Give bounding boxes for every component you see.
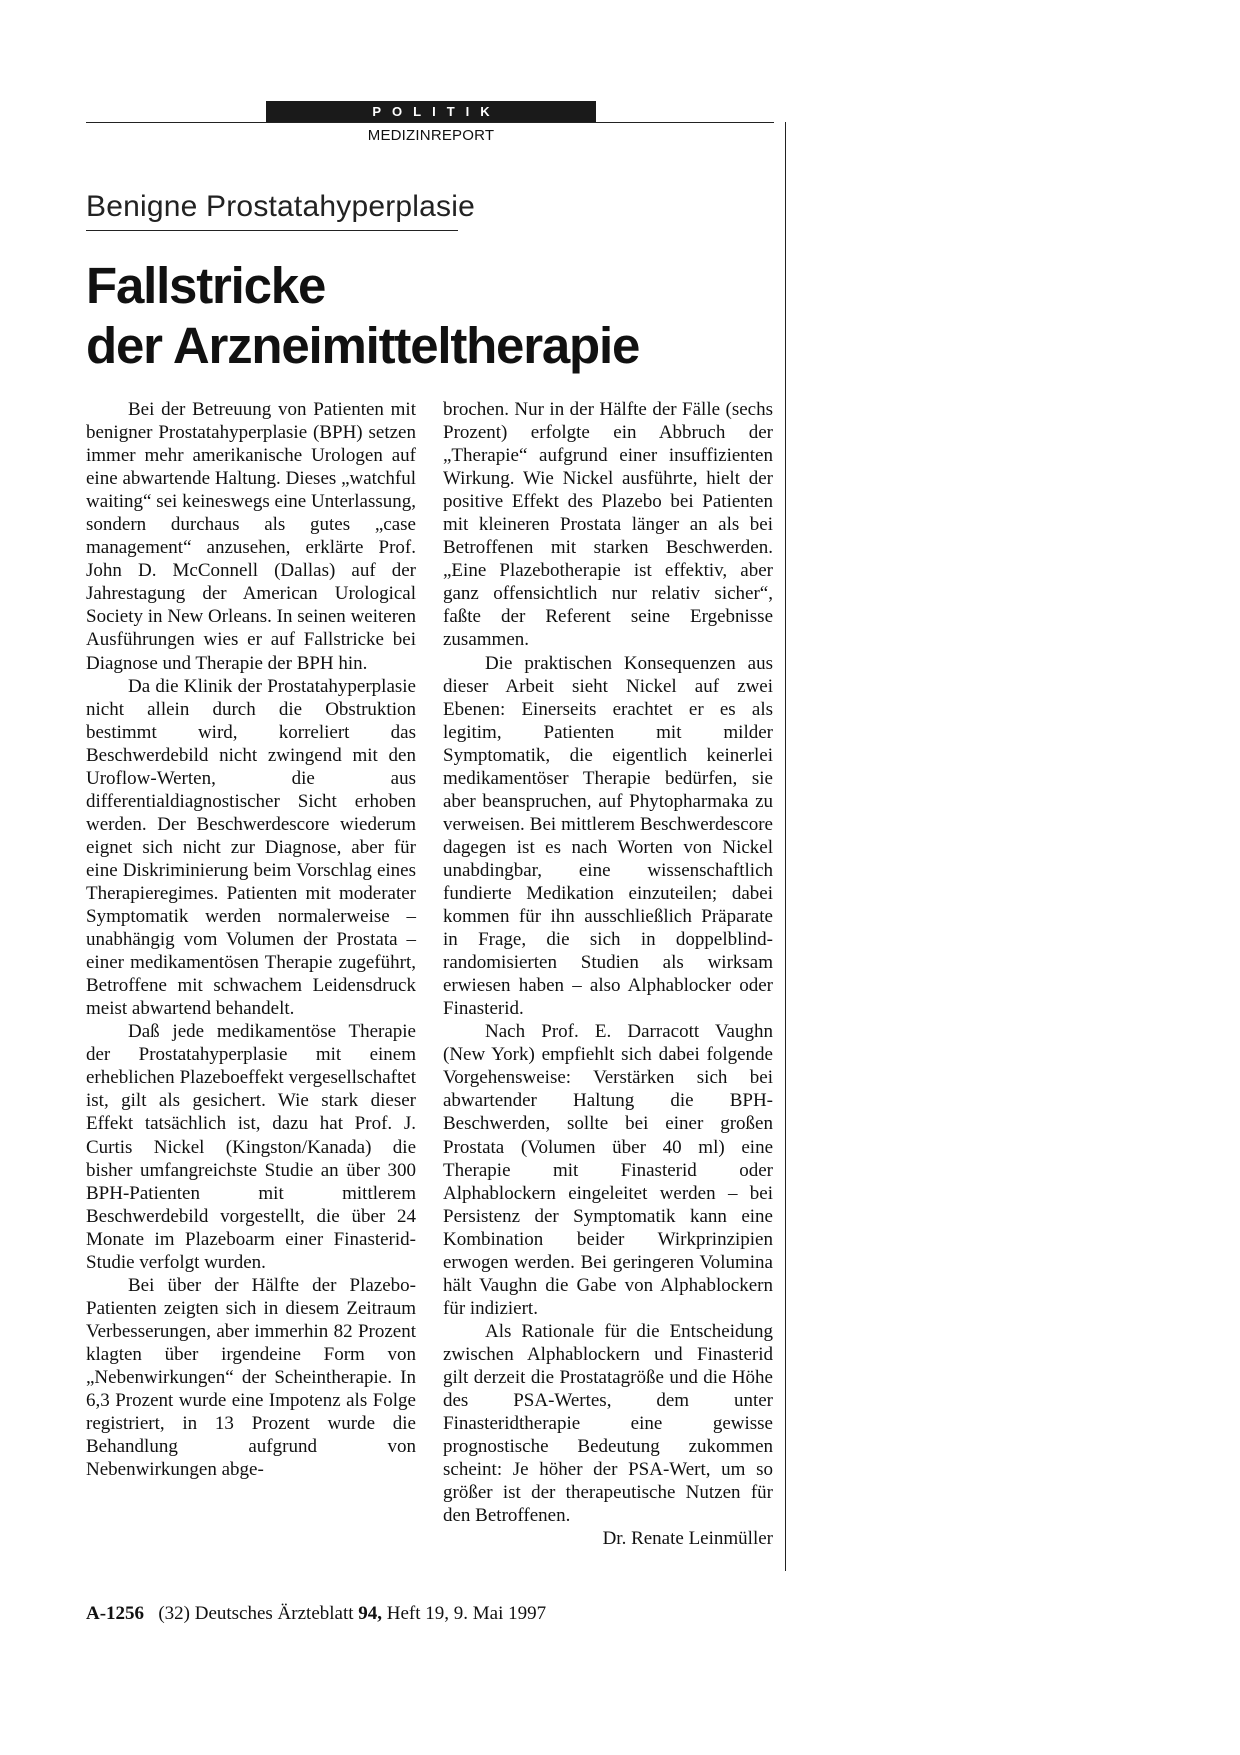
paragraph: Bei über der Hälfte der Plazebo-Patienten zeigten sich in diesem Zeitraum Verbesserungen, aber immerhin 82 Prozent klagten über irgendeine Form von „Nebenwirkungen“ der Scheintherapie. In 6,3 Prozent wurde eine Impotenz als Folge registriert, in 13 Prozent wurde die Behandlung aufgrund von Nebenwirkungen abge-: [86, 1274, 416, 1481]
ressort-banner: POLITIK: [266, 101, 596, 123]
paragraph: Da die Klinik der Prostatahyperplasie nicht allein durch die Obstruktion bestimmt wird, korreliert das Beschwerdebild nicht zwingend mit den Uroflow-Werten, die aus differentialdiagnostischer Sicht erhoben werden. Der Beschwerdescore wiederum eignet sich nicht zur Diagnose, aber für eine Diskriminierung beim Vorschlag eines Therapieregimes. Patienten mit moderater Symptomatik werden normalerweise – unabhängig vom Volumen der Prostata – einer medikamentösen Therapie zugeführt, Betroffene mit schwachem Leidensdruck meist abwartend behandelt.: [86, 675, 416, 1020]
headline-line-2: der Arzneimitteltherapie: [86, 317, 640, 374]
page-code: A-1256: [86, 1603, 145, 1624]
article-subtitle: Benigne Prostatahyperplasie: [86, 190, 458, 231]
paragraph: Die praktischen Konsequenzen aus dieser Arbeit sieht Nickel auf zwei Ebenen: Einerseits erachtet er es als legitim, Patienten mit milder Symptomatik, die eigentlich keinerlei medikamentöser Therapie bedürfen, sie aber beanspruchen, auf Phytopharmaka zu verweisen. Bei mittlerem Beschwerdescore dagegen ist es nach Worten von Nickel unabdingbar, eine wissenschaftlich fundierte Medikation einzuteilen; dabei kommen für ihn ausschließlich Präparate in Frage, die sich in doppelblind-randomisierten Studien als wirksam erwiesen haben – also Alphablocker oder Finasterid.: [443, 652, 773, 1020]
journal-volume: 94,: [358, 1603, 383, 1624]
headline-line-1: Fallstricke: [86, 257, 326, 314]
journal-name: Deutsches Ärzteblatt: [194, 1603, 354, 1624]
paragraph: Daß jede medikamentöse Therapie der Prostatahyperplasie mit einem erheblichen Plazeboeffekt vergesellschaftet ist, gilt als gesichert. Wie stark dieser Effekt tatsächlich ist, dazu hat Prof. J. Curtis Nickel (Kingston/Kanada) die bisher umfangreichste Studie an über 300 BPH-Patienten mit mittlerem Beschwerdebild vorgestellt, die über 24 Monate im Plazeboarm einer Finasterid-Studie verfolgt wurden.: [86, 1021, 416, 1273]
paragraph-continuation: brochen. Nur in der Hälfte der Fälle (sechs Prozent) erfolgte ein Abbruch der „Therapie“ aufgrund einer insuffizienten Wirkung. Wie Nickel ausführte, hielt der positive Effekt des Plazebo bei Patienten mit kleineren Prostata länger an als bei Betroffenen mit starken Beschwerden. „Eine Plazebotherapie ist effektiv, aber ganz offensichtlich nur relativ sicher“, faßte der Referent seine Ergebnisse zusammen.: [443, 399, 773, 651]
paragraph-text: Als Rationale für die Entscheidung zwischen Alphablockern und Finasterid gilt derzeit die Prostatagröße und die Höhe des PSA-Wertes, dem unter Finasteridtherapie eine gewisse prognostische Bedeutung zukommen scheint: Je höher der PSA-Wert, um so größer ist der therapeutische Nutzen für den Betroffenen.: [443, 1320, 773, 1527]
author-byline: Dr. Renate Leinmüller: [602, 1528, 773, 1550]
column-rule: [785, 122, 786, 1571]
left-column: [86, 398, 416, 1481]
header-rule: [86, 122, 774, 123]
article-headline: [86, 256, 776, 376]
journal-issue: Heft 19, 9. Mai 1997: [386, 1603, 547, 1624]
page-number: (32): [158, 1603, 190, 1624]
right-column: [443, 398, 773, 1550]
paragraph: [443, 1320, 773, 1550]
paragraph: Bei der Betreuung von Patienten mit benigner Prostatahyperplasie (BPH) setzen immer mehr amerikanische Urologen auf eine abwartende Haltung. Dieses „watchful waiting“ sei keineswegs eine Unterlassung, sondern durchaus als gutes „case management“ anzusehen, erklärte Prof. John D. McConnell (Dallas) auf der Jahrestagung der American Urological Society in New Orleans. In seinen weiteren Ausführungen wies er auf Fallstricke bei Diagnose und Therapie der BPH hin.: [86, 399, 416, 674]
paragraph: Nach Prof. E. Darracott Vaughn (New York) empfiehlt sich dabei folgende Vorgehensweise: Verstärken sich bei abwartender Haltung die BPH-Beschwerden, sollte bei einer großen Prostata (Volumen über 40 ml) eine Therapie mit Finasterid oder Alphablockern eingeleitet werden – bei Persistenz der Symptomatik kann eine Kombination beider Wirkprinzipien erwogen werden. Bei geringeren Volumina hält Vaughn die Gabe von Alphablockern für indiziert.: [443, 1021, 773, 1319]
page-footer: [86, 1603, 546, 1625]
section-label: MEDIZINREPORT: [367, 127, 495, 144]
